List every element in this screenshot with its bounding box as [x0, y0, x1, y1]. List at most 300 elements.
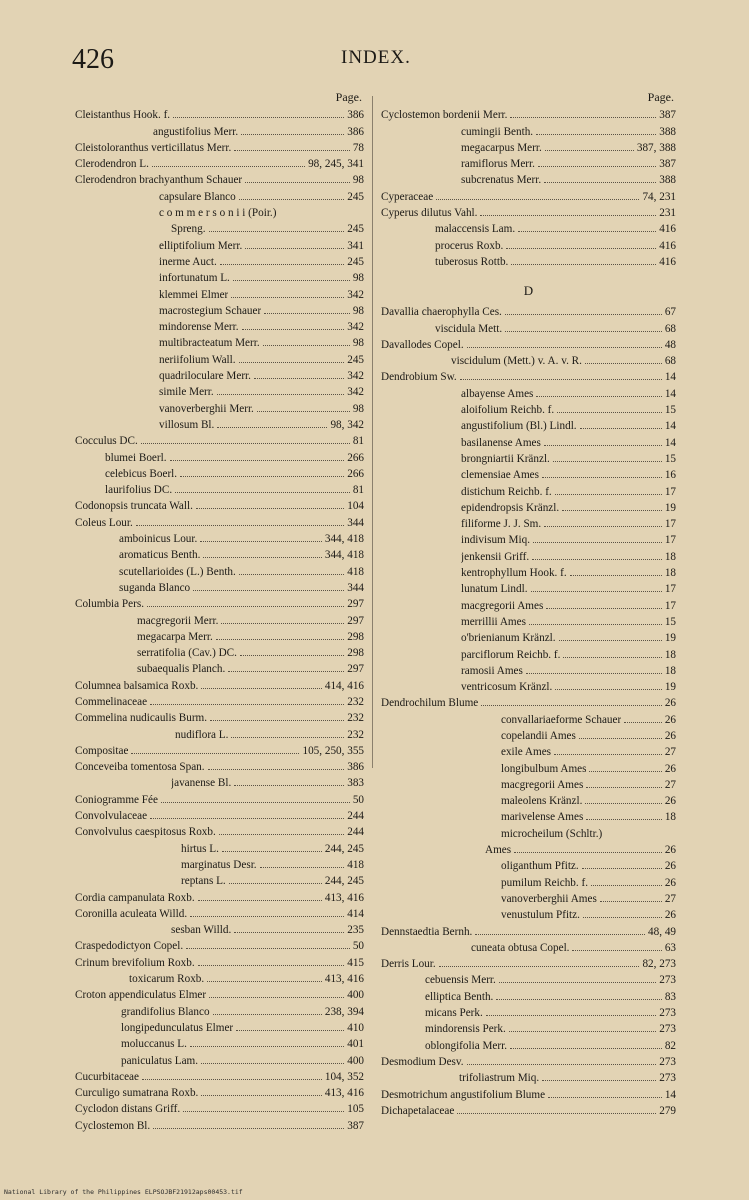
entry-name: Compositae — [75, 744, 129, 757]
index-entry — [75, 448, 364, 464]
entry-name: cebuensis Merr. — [425, 974, 496, 987]
page-number: 426 — [72, 44, 114, 75]
entry-name: blumei Boerl. — [105, 451, 167, 464]
entry-name: grandifolius Blanco — [121, 1005, 210, 1018]
entry-name: suganda Blanco — [119, 581, 191, 594]
leader-dots — [153, 1128, 344, 1129]
index-entry — [75, 742, 364, 758]
leader-dots — [505, 331, 662, 332]
leader-dots — [555, 494, 662, 495]
entry-page: 410 — [347, 1021, 364, 1034]
entry-page: 26 — [664, 844, 676, 857]
leader-dots — [582, 868, 662, 869]
leader-dots — [219, 834, 344, 835]
leader-dots — [239, 574, 344, 575]
leader-dots — [505, 314, 662, 315]
index-entry — [75, 774, 364, 790]
entry-page: 388 — [659, 125, 676, 138]
entry-name: multibracteatum Merr. — [159, 337, 260, 350]
index-entry — [381, 1020, 676, 1036]
entry-page: 232 — [347, 728, 364, 741]
entry-page: 342 — [347, 288, 364, 301]
entry-name: copelandii Ames — [501, 729, 576, 742]
leader-dots — [586, 819, 661, 820]
entry-name: merrillii Ames — [461, 615, 526, 628]
leader-dots — [209, 997, 344, 998]
entry-name: Dendrobium Sw. — [381, 371, 457, 384]
entry-page: 273 — [659, 1055, 676, 1068]
entry-name: viscidula Mett. — [435, 322, 503, 335]
entry-page: 400 — [347, 989, 364, 1002]
leader-dots — [141, 443, 350, 444]
index-entry — [381, 319, 676, 335]
entry-page: 26 — [664, 860, 676, 873]
entry-name: Commelinaceae — [75, 695, 148, 708]
leader-dots — [217, 394, 345, 395]
leader-dots — [150, 704, 344, 705]
leader-dots — [555, 689, 661, 690]
leader-dots — [263, 345, 350, 346]
leader-dots — [147, 606, 344, 607]
entry-page: 50 — [352, 793, 364, 806]
leader-dots — [542, 1080, 656, 1081]
entry-name: Crinum brevifolium Roxb. — [75, 956, 195, 969]
entry-name: aromaticus Benth. — [119, 549, 201, 562]
entry-name: subcrenatus Merr. — [461, 174, 542, 187]
index-entry — [75, 660, 364, 676]
entry-page: 15 — [664, 452, 676, 465]
leader-dots — [554, 754, 662, 755]
index-entry — [75, 709, 364, 725]
entry-name: neriifolium Wall. — [159, 353, 236, 366]
index-entry — [75, 187, 364, 203]
entry-page: 98, 342 — [330, 418, 364, 431]
page-column-header: Page. — [335, 90, 362, 104]
entry-name: epidendropsis Kränzl. — [461, 501, 560, 514]
leader-dots — [221, 623, 344, 624]
leader-dots — [510, 117, 656, 118]
entry-name: ramiflorus Merr. — [461, 158, 535, 171]
entry-page: 401 — [347, 1038, 364, 1051]
index-entry — [381, 1069, 676, 1085]
entry-name: macgregorii Ames — [501, 778, 584, 791]
leader-dots — [190, 1046, 344, 1047]
entry-page: 244 — [347, 826, 364, 839]
index-entry — [75, 432, 364, 448]
index-entry — [75, 350, 364, 366]
index-entry — [75, 367, 364, 383]
entry-name: reptans L. — [181, 875, 226, 888]
section-letter-text: D — [523, 282, 534, 298]
entry-page: 245 — [347, 190, 364, 203]
entry-name: elliptica Benth. — [425, 990, 494, 1003]
index-entry — [381, 1036, 676, 1052]
entry-name: o'brienianum Kränzl. — [461, 632, 556, 645]
index-entry — [381, 384, 676, 400]
index-entry — [75, 611, 364, 627]
leader-dots — [152, 166, 305, 167]
index-entry — [75, 139, 364, 155]
index-entry — [75, 1035, 364, 1051]
entry-name: basilanense Ames — [461, 436, 541, 449]
index-entry — [381, 1053, 676, 1069]
entry-name: vanoverberghii Ames — [501, 892, 597, 905]
entry-page: 104 — [347, 500, 364, 513]
entry-page: 17 — [664, 583, 676, 596]
index-entry — [381, 857, 676, 873]
leader-dots — [264, 313, 350, 314]
index-entry — [381, 482, 676, 498]
index-entry — [75, 383, 364, 399]
entry-page: 415 — [347, 956, 364, 969]
entry-page: 235 — [347, 924, 364, 937]
entry-name: indivisum Miq. — [461, 534, 530, 547]
entry-page: 98, 245, 341 — [308, 158, 364, 171]
entry-page: 98 — [352, 174, 364, 187]
leader-dots — [173, 117, 344, 118]
entry-page: 27 — [664, 746, 676, 759]
index-entry — [381, 580, 676, 596]
entry-name: parciflorum Reichb. f. — [461, 648, 561, 661]
leader-dots — [624, 722, 662, 723]
index-entry — [75, 807, 364, 823]
entry-page: 245 — [347, 255, 364, 268]
index-entry — [75, 481, 364, 497]
leader-dots — [538, 166, 656, 167]
entry-page: 98 — [352, 402, 364, 415]
index-entry — [381, 236, 676, 252]
index-entry — [75, 204, 364, 220]
leader-dots — [200, 541, 322, 542]
entry-name: quadriloculare Merr. — [159, 370, 251, 383]
leader-dots — [161, 802, 350, 803]
index-entry — [381, 662, 676, 678]
entry-name: aloifolium Reichb. f. — [461, 404, 555, 417]
index-entry — [75, 171, 364, 187]
index-entry — [381, 922, 676, 938]
leader-dots — [481, 705, 662, 706]
index-entry — [381, 253, 676, 269]
index-entry — [381, 955, 676, 971]
leader-dots — [545, 150, 634, 151]
leader-dots — [203, 557, 321, 558]
entry-page: 386 — [347, 761, 364, 774]
leader-dots — [216, 639, 344, 640]
index-entry — [381, 890, 676, 906]
entry-page: 273 — [659, 1072, 676, 1085]
entry-page: 18 — [664, 567, 676, 580]
entry-name: paniculatus Lam. — [121, 1054, 199, 1067]
entry-name: jenkensii Griff. — [461, 550, 530, 563]
index-entry — [75, 1002, 364, 1018]
entry-name: Croton appendiculatus Elmer — [75, 989, 207, 1002]
entry-name: Commelina nudicaulis Burm. — [75, 712, 208, 725]
index-entry — [75, 318, 364, 334]
entry-page: 231 — [659, 207, 676, 220]
entry-page: 16 — [664, 469, 676, 482]
entry-page: 26 — [664, 876, 676, 889]
entry-page: 26 — [664, 909, 676, 922]
leader-dots — [142, 1079, 322, 1080]
leader-dots — [239, 362, 345, 363]
entry-name: Coleus Lour. — [75, 516, 133, 529]
entry-name: Coniogramme Fée — [75, 793, 158, 806]
entry-name: exile Ames — [501, 746, 552, 759]
entry-name: Cyclodon distans Griff. — [75, 1103, 181, 1116]
leader-dots — [580, 428, 662, 429]
entry-name: marivelense Ames — [501, 811, 584, 824]
entry-name: javanense Bl. — [171, 777, 232, 790]
entry-name: clemensiae Ames — [461, 469, 539, 482]
entry-name: laurifolius DC. — [105, 484, 173, 497]
entry-page: 232 — [347, 695, 364, 708]
leader-dots — [234, 785, 344, 786]
index-entry — [381, 352, 676, 368]
index-entry — [75, 562, 364, 578]
entry-page: 19 — [664, 501, 676, 514]
index-entry — [75, 953, 364, 969]
leader-dots — [254, 378, 344, 379]
index-entry — [75, 970, 364, 986]
entry-page: 14 — [664, 387, 676, 400]
entry-name: Ames — [485, 844, 512, 857]
index-entry — [75, 302, 364, 318]
leader-dots — [544, 182, 656, 183]
index-entry — [381, 710, 676, 726]
entry-page: 18 — [664, 664, 676, 677]
entry-name: simile Merr. — [159, 386, 214, 399]
entry-page: 273 — [659, 1007, 676, 1020]
leader-dots — [583, 917, 662, 918]
leader-dots — [585, 363, 662, 364]
entry-name: lunatum Lindl. — [461, 583, 528, 596]
entry-page: 418 — [347, 858, 364, 871]
index-entry — [381, 1085, 676, 1101]
leader-dots — [511, 264, 656, 265]
index-entry — [75, 236, 364, 252]
entry-name: filiforme J. J. Sm. — [461, 518, 542, 531]
entry-page: 279 — [659, 1104, 676, 1117]
leader-dots — [190, 916, 344, 917]
entry-page: 232 — [347, 712, 364, 725]
entry-name: elliptifolium Merr. — [159, 239, 243, 252]
entry-name: Clerodendron L. — [75, 158, 149, 171]
entry-page: 14 — [664, 420, 676, 433]
entry-name: venustulum Pfitz. — [501, 909, 580, 922]
entry-page: 273 — [659, 974, 676, 987]
leader-dots — [533, 542, 662, 543]
entry-name: longipedunculatus Elmer — [121, 1021, 234, 1034]
entry-page: 18 — [664, 550, 676, 563]
entry-page: 81 — [352, 435, 364, 448]
entry-name: nudiflora L. — [175, 728, 229, 741]
leader-dots — [242, 329, 345, 330]
index-entry — [75, 497, 364, 513]
index-entry — [381, 106, 676, 122]
leader-dots — [542, 477, 662, 478]
entry-page: 48 — [664, 338, 676, 351]
entry-name: brongniartii Kränzl. — [461, 452, 550, 465]
leader-dots — [131, 753, 299, 754]
entry-page: 414 — [347, 907, 364, 920]
index-entry — [75, 872, 364, 888]
index-entry — [75, 530, 364, 546]
entry-name: marginatus Desr. — [181, 858, 257, 871]
entry-name: distichum Reichb. f. — [461, 485, 552, 498]
leader-dots — [544, 445, 662, 446]
entry-page: 387 — [347, 1119, 364, 1132]
leader-dots — [544, 526, 662, 527]
entry-name: sesban Willd. — [171, 924, 232, 937]
index-entry — [381, 122, 676, 138]
entry-name: viscidulum (Mett.) v. A. v. R. — [451, 355, 582, 368]
scan-footer: National Library of the Philippines ELPSOJBF21912aps00453.tif — [4, 1188, 243, 1196]
index-entry — [381, 808, 676, 824]
entry-name: Cucurbitaceae — [75, 1070, 139, 1083]
index-entry — [381, 824, 676, 840]
entry-name: Dichapetalaceae — [381, 1104, 455, 1117]
index-entry — [75, 285, 364, 301]
entry-name: oblongifolia Merr. — [425, 1039, 508, 1052]
leader-dots — [208, 769, 345, 770]
leader-dots — [186, 948, 350, 949]
leader-dots — [196, 508, 344, 509]
entry-page: 17 — [664, 485, 676, 498]
entry-page: 244 — [347, 810, 364, 823]
entry-name: Cordia campanulata Roxb. — [75, 891, 195, 904]
index-entry — [381, 678, 676, 694]
entry-page: 400 — [347, 1054, 364, 1067]
index-entry — [75, 269, 364, 285]
leader-dots — [548, 1097, 662, 1098]
index-entry — [75, 106, 364, 122]
entry-list — [381, 106, 676, 1118]
index-entry — [381, 971, 676, 987]
leader-dots — [231, 297, 344, 298]
entry-page: 18 — [664, 648, 676, 661]
index-entry — [75, 644, 364, 660]
index-column-right — [381, 90, 676, 1118]
index-entry — [381, 694, 676, 710]
entry-page: 344, 418 — [324, 549, 364, 562]
leader-dots — [257, 411, 350, 412]
entry-page: 98 — [352, 272, 364, 285]
leader-dots — [239, 199, 344, 200]
index-entry — [75, 465, 364, 481]
entry-name: oliganthum Pfitz. — [501, 860, 579, 873]
index-entry — [381, 155, 676, 171]
entry-name: Cyperaceae — [381, 190, 434, 203]
index-entry — [75, 937, 364, 953]
entry-name: procerus Roxb. — [435, 239, 504, 252]
index-entry — [75, 676, 364, 692]
entry-name: villosum Bl. — [159, 418, 215, 431]
entry-page: 26 — [664, 729, 676, 742]
leader-dots — [591, 885, 662, 886]
entry-page: 78 — [352, 141, 364, 154]
entry-page: 67 — [664, 306, 676, 319]
entry-name: macrostegium Schauer — [159, 304, 262, 317]
leader-dots — [233, 280, 350, 281]
leader-dots — [475, 934, 645, 935]
entry-page: 26 — [664, 762, 676, 775]
leader-dots — [600, 901, 662, 902]
leader-dots — [193, 590, 344, 591]
entry-page: 387 — [659, 158, 676, 171]
index-entry — [381, 1102, 676, 1118]
entry-page: 82, 273 — [642, 958, 676, 971]
leader-dots — [509, 1031, 656, 1032]
leader-dots — [496, 999, 661, 1000]
index-entry — [381, 417, 676, 433]
leader-dots — [529, 624, 662, 625]
entry-page: 297 — [347, 663, 364, 676]
entry-name: micans Perk. — [425, 1007, 483, 1020]
index-entry — [75, 1084, 364, 1100]
entry-name: ventricosum Kränzl. — [461, 681, 553, 694]
leader-dots — [579, 738, 662, 739]
entry-name: maleolens Kränzl. — [501, 795, 583, 808]
leader-dots — [240, 655, 344, 656]
index-entry — [75, 856, 364, 872]
entry-page: 82 — [664, 1039, 676, 1052]
index-entry — [75, 790, 364, 806]
index-entry — [381, 368, 676, 384]
index-entry — [75, 888, 364, 904]
entry-page: 17 — [664, 534, 676, 547]
index-entry — [75, 693, 364, 709]
entry-name: tuberosus Rottb. — [435, 255, 509, 268]
entry-name: Columnea balsamica Roxb. — [75, 679, 199, 692]
leader-dots — [439, 966, 640, 967]
leader-dots — [559, 640, 662, 641]
entry-page: 14 — [664, 436, 676, 449]
entry-name: albayense Ames — [461, 387, 534, 400]
entry-name: malaccensis Lam. — [435, 223, 516, 236]
leader-dots — [526, 673, 662, 674]
entry-name: angustifolius Merr. — [153, 125, 239, 138]
entry-name: Cleistoloranthus verticillatus Merr. — [75, 141, 232, 154]
index-entry — [75, 905, 364, 921]
leader-dots — [536, 134, 656, 135]
index-entry — [381, 987, 676, 1003]
entry-name: Cleistanthus Hook. f. — [75, 109, 171, 122]
entry-page: 68 — [664, 322, 676, 335]
entry-name: Curculigo sumatrana Roxb. — [75, 1087, 199, 1100]
spacer — [381, 269, 676, 279]
index-entry — [75, 839, 364, 855]
entry-page: 413, 416 — [324, 891, 364, 904]
entry-name: Cyclostemon bordenii Merr. — [381, 109, 508, 122]
entry-name: vanoverberghii Merr. — [159, 402, 254, 415]
leader-dots — [260, 867, 345, 868]
index-entry — [381, 303, 676, 319]
entry-name: kentrophyllum Hook. f. — [461, 567, 567, 580]
leader-dots — [234, 150, 350, 151]
leader-dots — [150, 818, 344, 819]
leader-dots — [198, 900, 322, 901]
entry-name: Clerodendron brachyanthum Schauer — [75, 174, 243, 187]
index-entry — [75, 513, 364, 529]
index-entry — [381, 596, 676, 612]
page-column-header: Page. — [647, 90, 674, 104]
entry-page: 416 — [659, 255, 676, 268]
leader-dots — [170, 460, 345, 461]
section-letter — [381, 279, 676, 303]
index-entry — [75, 628, 364, 644]
leader-dots — [585, 803, 661, 804]
leader-dots — [183, 1111, 344, 1112]
